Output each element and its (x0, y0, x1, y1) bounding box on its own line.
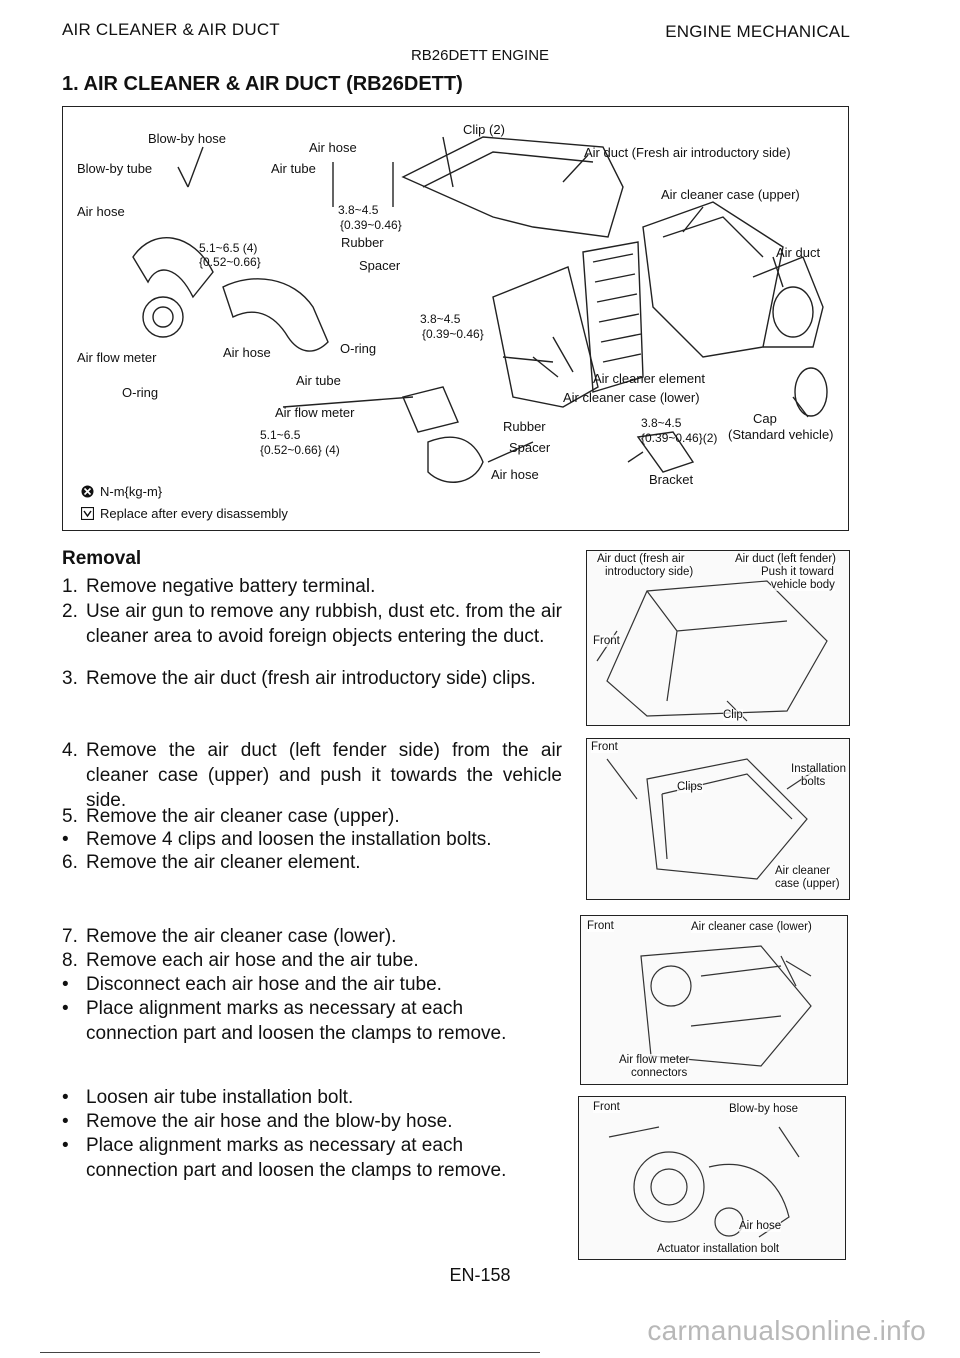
label-rubber-top: Rubber (341, 235, 384, 250)
label-blowby-hose: Blow-by hose (148, 131, 227, 146)
step-2: 2. Use air gun to remove any rubbish, dust etc. from the air cleaner area to avoid foreign objects entering the duct. (62, 601, 562, 647)
photo-4-label-a: Front (593, 1101, 620, 1113)
label-oring-left: O-ring (122, 385, 159, 400)
exploded-diagram (62, 106, 849, 531)
label-air-flow-meter-left: Air flow meter (77, 350, 157, 365)
label-torque-1: 3.8~4.5 (338, 203, 379, 217)
photo-1-label-e: vehicle body (771, 579, 835, 591)
label-torque-2: 5.1~6.5 (4) (199, 241, 258, 255)
photo-cleaner-lower (580, 915, 848, 1085)
step-1: 1. Remove negative battery terminal. (62, 576, 376, 597)
photo-1-label-g: Clip (723, 709, 743, 721)
label-air-duct: Air duct (776, 245, 821, 260)
photo-1-label-d: Push it toward (761, 566, 834, 578)
photo-3-label-b: Air cleaner case (lower) (691, 921, 812, 933)
label-torque-4b: {0.52~0.66} (4) (260, 443, 340, 457)
section-title: 1. AIR CLEANER & AIR DUCT (RB26DETT) (62, 73, 463, 95)
torque-icon (81, 485, 94, 498)
label-torque-5: 3.8~4.5 (641, 416, 682, 430)
photo-4-label-b: Blow-by hose (729, 1103, 799, 1115)
bullet-alignment-1: • Place alignment marks as necessary at each connection part and loosen the clamps to remove. (62, 998, 507, 1044)
label-air-tube-top: Air tube (271, 161, 316, 176)
photo-2-label-a: Front (591, 741, 618, 753)
photo-3-label-a: Front (587, 920, 614, 932)
label-clip: Clip (2) (463, 122, 505, 137)
label-cleaner-case-lower: Air cleaner case (lower) (563, 390, 700, 405)
header-right: ENGINE MECHANICAL (665, 22, 850, 41)
label-standard-vehicle: (Standard vehicle) (728, 427, 834, 442)
photo-2-label-e: Air cleaner (775, 865, 830, 877)
header-left: AIR CLEANER & AIR DUCT (62, 20, 280, 39)
label-oring-mid: O-ring (340, 341, 377, 356)
photo-4-label-d: Actuator installation bolt (657, 1243, 780, 1255)
photo-1-label-a: Air duct (fresh air (597, 553, 685, 565)
label-air-tube-mid: Air tube (296, 373, 341, 388)
label-cap: Cap (753, 411, 777, 426)
label-air-hose-bottom: Air hose (491, 467, 539, 482)
bottom-rule (40, 1352, 540, 1353)
photo-2-label-d: Clips (677, 781, 703, 793)
photo-air-duct (586, 550, 850, 726)
label-spacer-top: Spacer (359, 258, 401, 273)
photo-2-label-c: bolts (801, 776, 826, 788)
photo-3-label-c: Air flow meter (619, 1054, 690, 1066)
label-air-hose-mid: Air hose (223, 345, 271, 360)
label-cleaner-element: Air cleaner element (593, 371, 705, 386)
page-number: EN-158 (449, 1265, 511, 1285)
replace-icon (81, 507, 94, 520)
step-6: 6. Remove the air cleaner element. (62, 852, 361, 873)
photo-air-hose (578, 1096, 846, 1260)
bullet-alignment-2: • Place alignment marks as necessary at each connection part and loosen the clamps to remove. (62, 1135, 507, 1181)
bullet-loosen-bolt: • Loosen air tube installation bolt. (62, 1087, 354, 1108)
step-3: 3. Remove the air duct (fresh air introductory side) clips. (62, 668, 536, 689)
step-5: 5. Remove the air cleaner case (upper). (62, 806, 400, 827)
photo-2-label-b: Installation (791, 763, 846, 775)
label-air-hose-top: Air hose (309, 140, 357, 155)
legend-torque-text: N-m{kg-m} (100, 484, 163, 499)
photo-1-label-c: Air duct (left fender) (735, 553, 836, 565)
label-bracket: Bracket (649, 472, 694, 487)
engine-subtitle: RB26DETT ENGINE (410, 47, 550, 64)
label-torque-3: 3.8~4.5 (420, 312, 461, 326)
label-spacer-bottom: Spacer (509, 440, 551, 455)
label-air-hose-left: Air hose (77, 204, 125, 219)
label-torque-5b: {0.39~0.46}(2) (641, 431, 718, 445)
label-torque-1b: {0.39~0.46} (340, 218, 402, 232)
step-8: 8. Remove each air hose and the air tube. (62, 950, 419, 971)
legend-torque (81, 484, 162, 499)
bullet-clips: • Remove 4 clips and loosen the installation bolts. (62, 829, 492, 850)
step-7: 7. Remove the air cleaner case (lower). (62, 926, 397, 947)
bullet-disconnect: • Disconnect each air hose and the air tube. (62, 974, 442, 995)
label-torque-2b: {0.52~0.66} (199, 255, 261, 269)
bullet-remove-hose: • Remove the air hose and the blow-by hose. (62, 1111, 453, 1132)
photo-4-label-c: Air hose (739, 1220, 782, 1232)
photo-1-label-b: introductory side) (605, 566, 694, 578)
label-air-duct-fresh: Air duct (Fresh air introductory side) (584, 145, 791, 160)
label-torque-4: 5.1~6.5 (260, 428, 301, 442)
photo-2-label-f: case (upper) (775, 878, 840, 890)
label-torque-3b: {0.39~0.46} (422, 327, 484, 341)
photo-1-label-f: Front (593, 635, 620, 647)
photo-cleaner-upper (586, 738, 850, 900)
legend-replace (81, 506, 288, 521)
label-rubber-bottom: Rubber (503, 419, 546, 434)
photo-3-label-d: connectors (631, 1067, 688, 1079)
label-blowby-tube: Blow-by tube (77, 161, 153, 176)
label-air-flow-meter-mid: Air flow meter (275, 405, 355, 420)
step-4: 4. Remove the air duct (left fender side) from the air cleaner case (upper) and push it towards the vehicle side. (62, 740, 562, 811)
photo-4-linework (579, 1097, 845, 1259)
watermark: carmanualsonline.info (647, 1315, 926, 1346)
legend-replace-text: Replace after every disassembly (100, 506, 288, 521)
removal-title: Removal (62, 548, 142, 569)
label-cleaner-case-upper: Air cleaner case (upper) (661, 187, 800, 202)
